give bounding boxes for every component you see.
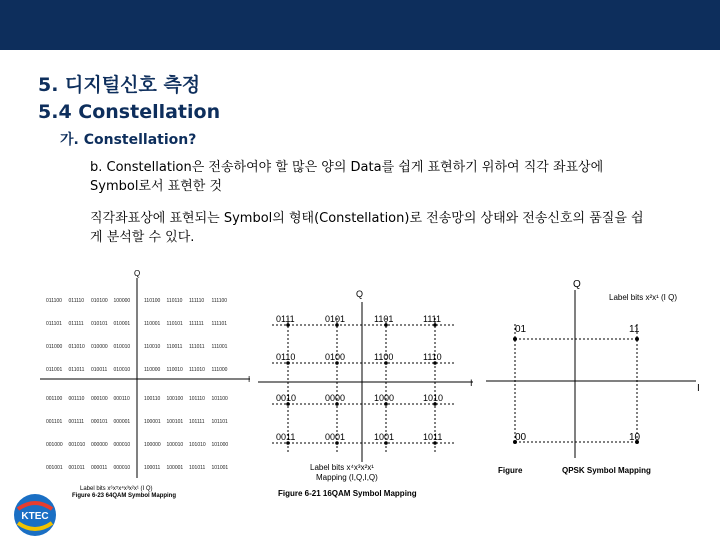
symbol-64qam: 111010 <box>189 367 205 373</box>
symbol-64qam: 111101 <box>211 321 228 327</box>
symbol-64qam: 110010 <box>144 344 161 350</box>
paragraph-usage: 직각좌표상에 표현되는 Symbol의 형태(Constellation)로 전송망의 상태와 전송신호의 품질을 쉽게 분석할 수 있다. <box>90 211 644 245</box>
symbol-64qam: 100110 <box>144 396 161 402</box>
axis-q-label-16qam: Q <box>356 289 364 299</box>
label-bits-qpsk: Label bits x²x¹ (I Q) <box>609 293 678 302</box>
qpsk-point <box>635 337 639 341</box>
ktec-logo <box>12 493 58 537</box>
symbol-64qam: 001000 <box>46 442 63 448</box>
symbol-16qam: 0110 <box>276 352 296 362</box>
symbol-64qam: 100001 <box>166 465 184 471</box>
grid-16qam <box>272 314 455 452</box>
symbol-64qam: 101111 <box>189 419 205 425</box>
symbol-64qam: 111001 <box>211 344 228 350</box>
symbol-64qam: 011011 <box>68 367 85 373</box>
symbol-64qam: 101100 <box>211 396 228 402</box>
symbol-64qam: 000001 <box>113 419 131 425</box>
symbol-16qam: 0101 <box>325 314 346 324</box>
figure-16qam <box>258 289 473 498</box>
figure-64qam <box>40 269 250 499</box>
symbol-16qam: 1000 <box>374 393 395 403</box>
axis-q-label-qpsk: Q <box>573 279 581 290</box>
symbol-64qam: 001011 <box>68 465 85 471</box>
symbol-64qam: 011110 <box>68 298 85 304</box>
symbol-16qam: 1111 <box>423 314 442 324</box>
qpsk-label-11: 11 <box>629 324 640 335</box>
symbol-64qam: 001101 <box>46 419 63 425</box>
caption-16qam: Figure 6-21 16QAM Symbol Mapping <box>278 489 417 498</box>
symbol-64qam: 111110 <box>189 298 205 304</box>
qpsk-label-10: 10 <box>629 432 641 443</box>
axis-i-label-16qam: I <box>470 378 473 388</box>
symbol-64qam: 001010 <box>68 442 86 448</box>
symbol-64qam: 010011 <box>91 367 108 373</box>
symbol-64qam: 101101 <box>211 419 228 425</box>
symbol-64qam: 010001 <box>113 321 131 327</box>
symbol-64qam: 011010 <box>68 344 85 350</box>
symbol-64qam: 100010 <box>166 442 184 448</box>
symbol-64qam: 110110 <box>166 298 183 304</box>
qpsk-label-00: 00 <box>515 432 527 443</box>
item-title: 가. Constellation? <box>60 132 197 148</box>
symbol-64qam: 000100 <box>91 396 108 402</box>
symbol-64qam: 010010 <box>113 367 131 373</box>
symbol-16qam: 1110 <box>423 352 442 362</box>
qpsk-point <box>513 337 517 341</box>
symbol-64qam: 011100 <box>46 298 62 304</box>
symbol-64qam: 011001 <box>46 367 63 373</box>
symbol-64qam: 100100 <box>166 396 184 402</box>
logo-text: KTEC <box>21 511 49 522</box>
symbol-16qam: 1101 <box>374 314 394 324</box>
symbol-16qam: 0100 <box>325 352 346 362</box>
symbol-64qam: 100011 <box>144 465 161 471</box>
symbol-64qam: 101110 <box>189 396 205 402</box>
symbol-64qam: 111100 <box>211 298 228 304</box>
mapping-16qam: Mapping (I,Q,I,Q) <box>316 473 378 482</box>
symbol-64qam: 000010 <box>113 465 131 471</box>
symbol-64qam: 110011 <box>166 344 183 350</box>
symbol-64qam: 010000 <box>91 344 108 350</box>
symbol-16qam: 1100 <box>374 352 394 362</box>
section-title: 5. 디지털신호 측정 <box>38 74 201 96</box>
symbol-64qam: 110100 <box>144 298 161 304</box>
symbol-64qam: 101010 <box>189 442 206 448</box>
symbol-64qam: 111111 <box>189 321 204 327</box>
symbol-16qam: 0000 <box>325 393 346 403</box>
symbol-64qam: 001100 <box>46 396 63 402</box>
symbol-64qam: 001111 <box>68 419 85 425</box>
symbol-64qam: 100000 <box>113 298 131 304</box>
figure-qpsk <box>486 279 700 475</box>
symbol-64qam: 010010 <box>113 344 131 350</box>
symbol-16qam: 1010 <box>423 393 444 403</box>
symbol-64qam: 100000 <box>144 442 161 448</box>
symbol-16qam: 0011 <box>276 432 296 442</box>
symbol-64qam: 110101 <box>166 321 183 327</box>
symbol-64qam: 000110 <box>113 396 130 402</box>
caption-qpsk-right: QPSK Symbol Mapping <box>562 466 651 475</box>
symbol-64qam: 000011 <box>91 465 108 471</box>
label-bits-16qam: Label bits x⁴x³x²x¹ <box>310 463 374 472</box>
paragraph-definition: b. Constellation은 전송하여야 할 많은 양의 Data를 쉽게 표현하기 위하여 직각 좌표상에 Symbol로서 표현한 것 <box>90 160 604 194</box>
axis-i-label-64qam: I <box>248 375 251 384</box>
symbol-16qam: 0010 <box>276 393 297 403</box>
symbol-64qam: 110001 <box>144 321 161 327</box>
caption-64qam: Figure 6-23 64QAM Symbol Mapping <box>72 493 177 499</box>
symbol-64qam: 011101 <box>46 321 62 327</box>
symbol-16qam: 0111 <box>276 314 295 324</box>
qpsk-label-01: 01 <box>515 324 527 335</box>
symbol-64qam: 101001 <box>211 465 229 471</box>
symbol-64qam: 001110 <box>68 396 85 402</box>
symbol-64qam: 101011 <box>189 465 206 471</box>
symbol-64qam: 100001 <box>144 419 161 425</box>
symbol-16qam: 0001 <box>325 432 346 442</box>
symbol-64qam: 101000 <box>211 442 229 448</box>
symbol-64qam: 111011 <box>189 344 205 350</box>
symbol-64qam: 010101 <box>91 321 108 327</box>
symbol-64qam: 010100 <box>91 298 108 304</box>
label-bits-64qam: Label bits x⁶x⁵x⁴x³x²x¹ (I Q) <box>80 486 153 492</box>
symbol-64qam: 000010 <box>113 442 131 448</box>
symbol-64qam: 011000 <box>46 344 63 350</box>
symbol-64qam: 001001 <box>46 465 63 471</box>
symbol-16qam: 1011 <box>423 432 443 442</box>
subsection-title: 5.4 Constellation <box>38 101 221 123</box>
symbol-64qam: 000000 <box>91 442 108 448</box>
symbol-64qam: 011111 <box>68 321 84 327</box>
symbol-64qam: 100101 <box>166 419 184 425</box>
axis-q-label-64qam: Q <box>134 269 141 278</box>
symbol-64qam: 111000 <box>211 367 228 373</box>
symbol-16qam: 1001 <box>374 432 395 442</box>
symbol-64qam: 000101 <box>91 419 108 425</box>
caption-qpsk-left: Figure <box>498 466 523 475</box>
axis-i-label-qpsk: I <box>697 383 700 394</box>
symbol-64qam: 110000 <box>144 367 161 373</box>
symbol-64qam: 110010 <box>166 367 183 373</box>
